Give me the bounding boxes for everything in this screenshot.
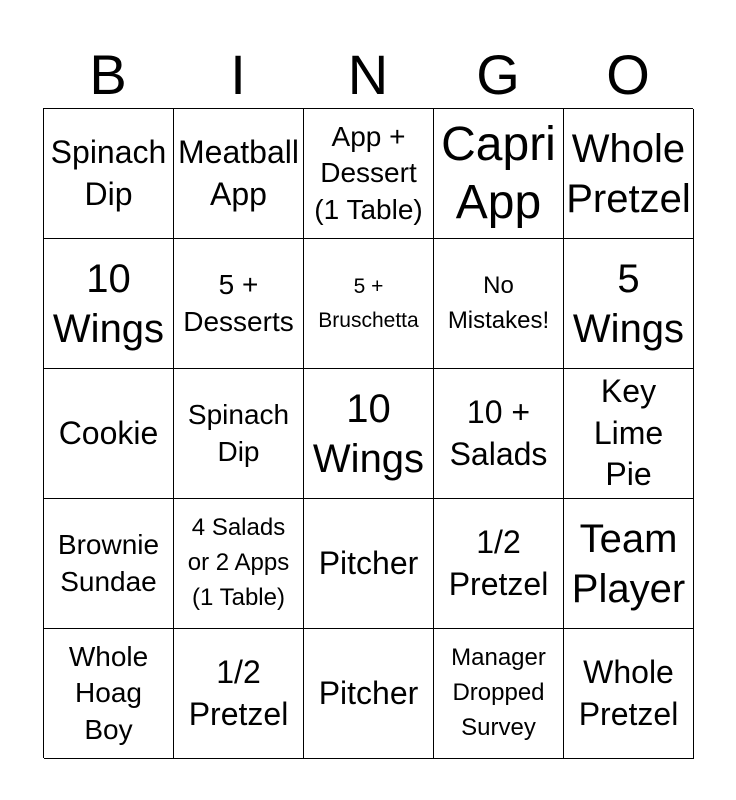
bingo-cell[interactable]: No Mistakes!	[434, 239, 564, 369]
bingo-cell[interactable]: App + Dessert (1 Table)	[304, 109, 434, 239]
bingo-cell[interactable]: 4 Salads or 2 Apps (1 Table)	[174, 499, 304, 629]
bingo-cell[interactable]: 5 + Bruschetta	[304, 239, 434, 369]
bingo-cell[interactable]: Spinach Dip	[174, 369, 304, 499]
bingo-cell[interactable]: Manager Dropped Survey	[434, 629, 564, 759]
header-letter-g: G	[476, 43, 520, 106]
bingo-cell[interactable]: 1/2 Pretzel	[174, 629, 304, 759]
bingo-cell[interactable]: Whole Pretzel	[564, 629, 694, 759]
bingo-cell[interactable]: 10 Wings	[304, 369, 434, 499]
bingo-cell[interactable]: 1/2 Pretzel	[434, 499, 564, 629]
bingo-cell[interactable]: Capri App	[434, 109, 564, 239]
bingo-cell[interactable]: Cookie	[44, 369, 174, 499]
bingo-cell[interactable]: Whole Pretzel	[564, 109, 694, 239]
bingo-cell[interactable]: Team Player	[564, 499, 694, 629]
bingo-cell[interactable]: 10 + Salads	[434, 369, 564, 499]
bingo-cell[interactable]: Whole Hoag Boy	[44, 629, 174, 759]
header-letter-b: B	[89, 43, 127, 106]
header-letter-i: I	[230, 43, 246, 106]
header-letter-n: N	[347, 43, 389, 106]
bingo-cell[interactable]: Key Lime Pie	[564, 369, 694, 499]
bingo-cell[interactable]: 5 + Desserts	[174, 239, 304, 369]
bingo-cell[interactable]: 10 Wings	[44, 239, 174, 369]
bingo-cell[interactable]: Pitcher	[304, 499, 434, 629]
bingo-board	[43, 108, 693, 758]
bingo-cell[interactable]: Spinach Dip	[44, 109, 174, 239]
bingo-cell[interactable]: 5 Wings	[564, 239, 694, 369]
bingo-cell[interactable]: Meatball App	[174, 109, 304, 239]
bingo-cell[interactable]: Pitcher	[304, 629, 434, 759]
header-letter-o: O	[606, 43, 650, 106]
bingo-cell[interactable]: Brownie Sundae	[44, 499, 174, 629]
bingo-header	[43, 42, 693, 108]
